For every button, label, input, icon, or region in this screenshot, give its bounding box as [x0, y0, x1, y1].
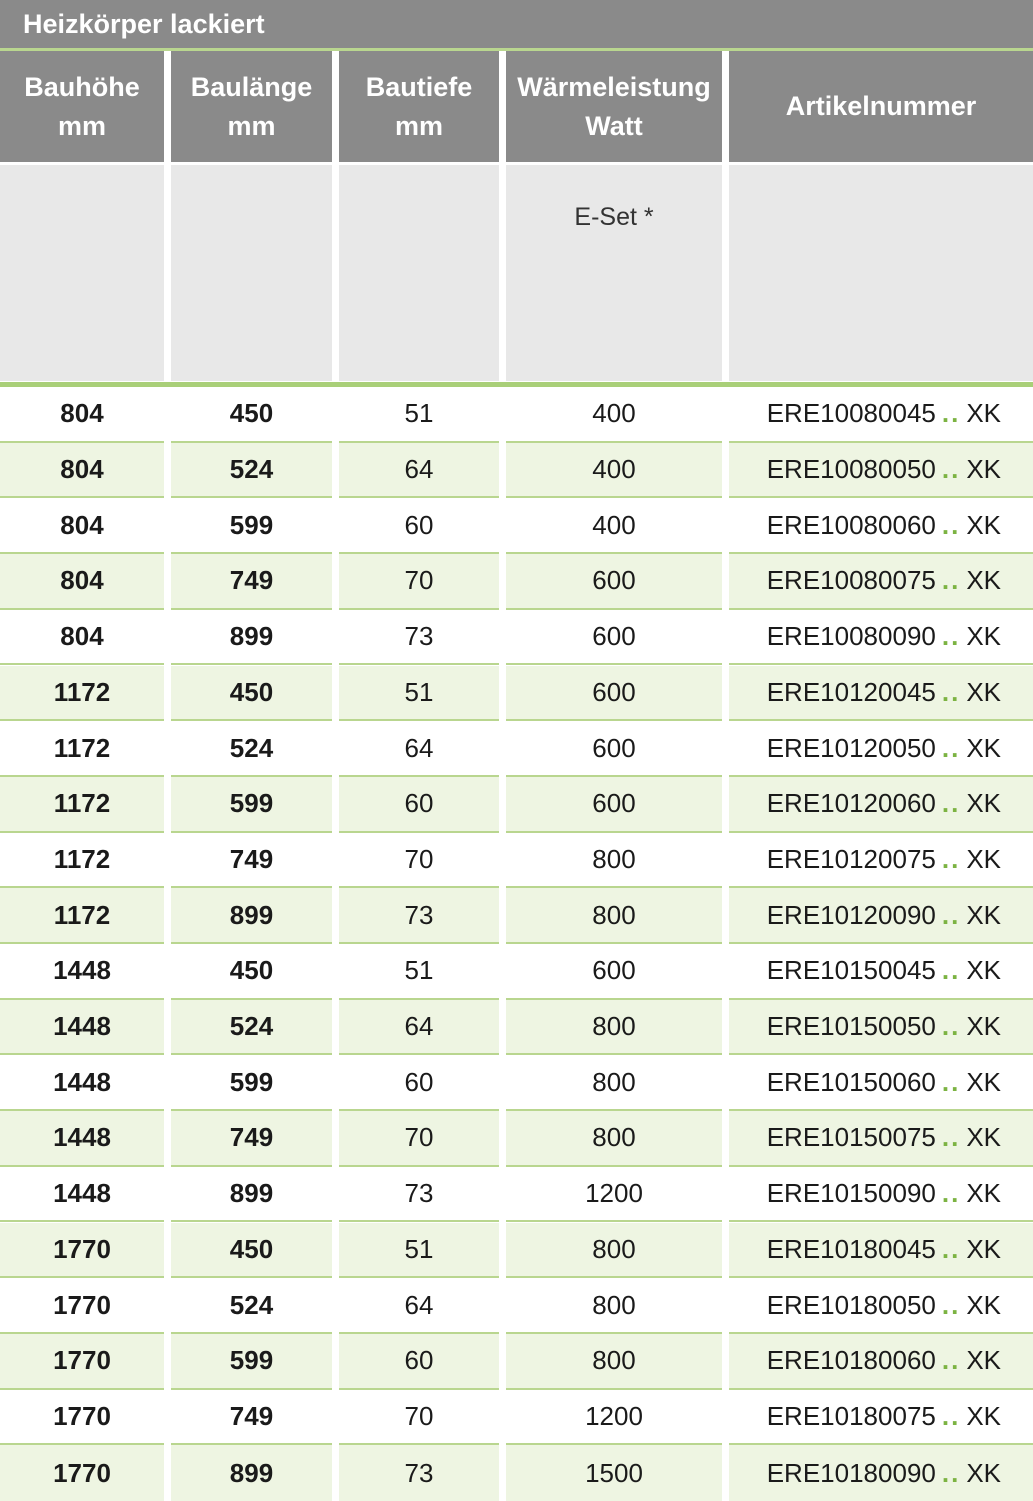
subheader-cell [339, 165, 499, 381]
article-suffix: XK [966, 1178, 1001, 1209]
table-row [0, 833, 1033, 889]
subheader-cell [729, 165, 1033, 381]
cell-baulaenge: 599 [171, 498, 332, 554]
header-bauhoehe-unit: mm [57, 110, 106, 141]
header-waermeleistung [506, 51, 722, 162]
cell-waermeleistung: 600 [506, 610, 722, 666]
article-suffix: XK [966, 1457, 1001, 1488]
article-separator-dots: .. [941, 1011, 961, 1042]
cell-bauhoehe: 1770 [0, 1278, 164, 1334]
cell-waermeleistung: 600 [506, 554, 722, 610]
cell-bauhoehe: 1172 [0, 666, 164, 722]
table-row [0, 1000, 1033, 1056]
cell-bauhoehe: 804 [0, 554, 164, 610]
cell-artikelnummer [729, 1111, 1033, 1167]
cell-waermeleistung: 800 [506, 1000, 722, 1056]
cell-bauhoehe: 1448 [0, 1055, 164, 1111]
cell-artikelnummer [729, 1390, 1033, 1446]
cell-waermeleistung: 800 [506, 1111, 722, 1167]
cell-artikelnummer [729, 610, 1033, 666]
article-separator-dots: .. [941, 1289, 961, 1320]
header-bautiefe-unit: mm [394, 110, 443, 141]
article-suffix: XK [966, 398, 1001, 429]
article-suffix: XK [966, 732, 1001, 763]
cell-bautiefe: 51 [339, 666, 499, 722]
cell-artikelnummer [729, 1000, 1033, 1056]
cell-bautiefe: 64 [339, 1000, 499, 1056]
cell-waermeleistung: 800 [506, 1278, 722, 1334]
article-separator-dots: .. [941, 509, 961, 540]
cell-bauhoehe: 1448 [0, 1167, 164, 1223]
subheader-cell [171, 165, 332, 381]
article-separator-dots: .. [941, 1457, 961, 1488]
article-number: ERE10080050 [766, 454, 936, 485]
article-suffix: XK [966, 1400, 1001, 1431]
table-title: Heizkörper lackiert [0, 0, 1033, 48]
cell-bauhoehe: 804 [0, 498, 164, 554]
cell-bauhoehe: 1172 [0, 721, 164, 777]
cell-bautiefe: 60 [339, 777, 499, 833]
cell-bauhoehe: 804 [0, 610, 164, 666]
cell-waermeleistung: 800 [506, 888, 722, 944]
cell-bautiefe: 73 [339, 888, 499, 944]
article-number: ERE10180075 [766, 1400, 936, 1431]
article-suffix: XK [966, 899, 1001, 930]
cell-baulaenge: 450 [171, 944, 332, 1000]
cell-bauhoehe: 1448 [0, 1111, 164, 1167]
cell-waermeleistung: 400 [506, 387, 722, 443]
cell-bautiefe: 51 [339, 1223, 499, 1279]
article-number: ERE10080045 [766, 398, 936, 429]
article-number: ERE10120090 [766, 899, 936, 930]
cell-waermeleistung: 600 [506, 777, 722, 833]
article-suffix: XK [966, 1289, 1001, 1320]
table-row [0, 498, 1033, 554]
article-separator-dots: .. [941, 899, 961, 930]
table-row [0, 721, 1033, 777]
article-separator-dots: .. [941, 1066, 961, 1097]
cell-artikelnummer [729, 1445, 1033, 1501]
article-number: ERE10180060 [766, 1345, 936, 1376]
cell-bauhoehe: 1770 [0, 1390, 164, 1446]
cell-bautiefe: 73 [339, 610, 499, 666]
header-waermeleistung-unit: Watt [585, 110, 643, 141]
article-suffix: XK [966, 955, 1001, 986]
cell-bauhoehe: 804 [0, 387, 164, 443]
article-separator-dots: .. [941, 621, 961, 652]
cell-bauhoehe: 1770 [0, 1334, 164, 1390]
cell-baulaenge: 599 [171, 777, 332, 833]
article-number: ERE10150060 [766, 1066, 936, 1097]
cell-bautiefe: 70 [339, 1111, 499, 1167]
cell-bauhoehe: 1172 [0, 777, 164, 833]
article-number: ERE10150050 [766, 1011, 936, 1042]
cell-artikelnummer [729, 554, 1033, 610]
article-number: ERE10150075 [766, 1122, 936, 1153]
cell-bautiefe: 73 [339, 1445, 499, 1501]
cell-bauhoehe: 1770 [0, 1223, 164, 1279]
cell-waermeleistung: 800 [506, 833, 722, 889]
article-suffix: XK [966, 788, 1001, 819]
header-bautiefe [339, 51, 499, 162]
article-separator-dots: .. [941, 1122, 961, 1153]
article-suffix: XK [966, 1345, 1001, 1376]
article-separator-dots: .. [941, 676, 961, 707]
cell-waermeleistung: 1500 [506, 1445, 722, 1501]
cell-baulaenge: 899 [171, 610, 332, 666]
cell-bautiefe: 70 [339, 554, 499, 610]
cell-bautiefe: 70 [339, 833, 499, 889]
article-suffix: XK [966, 676, 1001, 707]
cell-baulaenge: 899 [171, 888, 332, 944]
article-suffix: XK [966, 565, 1001, 596]
cell-bautiefe: 51 [339, 387, 499, 443]
table-row [0, 443, 1033, 499]
cell-baulaenge: 749 [171, 833, 332, 889]
cell-artikelnummer [729, 443, 1033, 499]
cell-artikelnummer [729, 777, 1033, 833]
cell-baulaenge: 450 [171, 666, 332, 722]
cell-baulaenge: 749 [171, 1111, 332, 1167]
article-separator-dots: .. [941, 955, 961, 986]
cell-bautiefe: 60 [339, 1055, 499, 1111]
header-bautiefe-label: Bautiefe [365, 71, 473, 102]
cell-waermeleistung: 800 [506, 1334, 722, 1390]
cell-baulaenge: 450 [171, 1223, 332, 1279]
cell-waermeleistung: 1200 [506, 1167, 722, 1223]
cell-baulaenge: 899 [171, 1167, 332, 1223]
subheader-eset [506, 165, 722, 381]
cell-bauhoehe: 1172 [0, 833, 164, 889]
cell-bautiefe: 64 [339, 721, 499, 777]
table-row [0, 1055, 1033, 1111]
article-separator-dots: .. [941, 732, 961, 763]
subheader-cell [0, 165, 164, 381]
article-suffix: XK [966, 454, 1001, 485]
cell-baulaenge: 599 [171, 1334, 332, 1390]
cell-baulaenge: 749 [171, 1390, 332, 1446]
article-number: ERE10120075 [766, 843, 936, 874]
article-separator-dots: .. [941, 1233, 961, 1264]
cell-artikelnummer [729, 1223, 1033, 1279]
header-artikelnummer-label: Artikelnummer [785, 91, 977, 121]
cell-bautiefe: 64 [339, 1278, 499, 1334]
cell-bautiefe: 73 [339, 1167, 499, 1223]
cell-baulaenge: 524 [171, 721, 332, 777]
article-number: ERE10180045 [766, 1233, 936, 1264]
article-separator-dots: .. [941, 788, 961, 819]
article-number: ERE10120060 [766, 788, 936, 819]
cell-baulaenge: 599 [171, 1055, 332, 1111]
table-row [0, 1334, 1033, 1390]
article-number: ERE10080075 [766, 565, 936, 596]
cell-baulaenge: 524 [171, 1278, 332, 1334]
article-separator-dots: .. [941, 398, 961, 429]
table-row [0, 666, 1033, 722]
cell-waermeleistung: 600 [506, 666, 722, 722]
article-suffix: XK [966, 1233, 1001, 1264]
article-number: ERE10150045 [766, 955, 936, 986]
header-bauhoehe [0, 51, 164, 162]
cell-artikelnummer [729, 1167, 1033, 1223]
header-baulaenge-label: Baulänge [190, 71, 313, 102]
table-row [0, 610, 1033, 666]
article-suffix: XK [966, 509, 1001, 540]
cell-waermeleistung: 800 [506, 1223, 722, 1279]
table-row [0, 1111, 1033, 1167]
table-row [0, 1278, 1033, 1334]
table-row [0, 554, 1033, 610]
cell-waermeleistung: 600 [506, 944, 722, 1000]
cell-baulaenge: 524 [171, 443, 332, 499]
cell-artikelnummer [729, 944, 1033, 1000]
article-number: ERE10180090 [766, 1457, 936, 1488]
cell-bautiefe: 64 [339, 443, 499, 499]
header-bauhoehe-label: Bauhöhe [24, 71, 140, 102]
article-separator-dots: .. [941, 843, 961, 874]
cell-bauhoehe: 1770 [0, 1445, 164, 1501]
header-baulaenge-unit: mm [227, 110, 276, 141]
article-suffix: XK [966, 1011, 1001, 1042]
cell-artikelnummer [729, 498, 1033, 554]
article-separator-dots: .. [941, 1178, 961, 1209]
article-number: ERE10180050 [766, 1289, 936, 1320]
cell-artikelnummer [729, 387, 1033, 443]
table-row [0, 1223, 1033, 1279]
cell-bautiefe: 51 [339, 944, 499, 1000]
header-artikelnummer [729, 51, 1033, 162]
article-suffix: XK [966, 621, 1001, 652]
cell-bauhoehe: 1172 [0, 888, 164, 944]
article-number: ERE10080060 [766, 509, 936, 540]
cell-baulaenge: 450 [171, 387, 332, 443]
header-baulaenge [171, 51, 332, 162]
cell-baulaenge: 899 [171, 1445, 332, 1501]
cell-baulaenge: 524 [171, 1000, 332, 1056]
article-separator-dots: .. [941, 565, 961, 596]
cell-waermeleistung: 1200 [506, 1390, 722, 1446]
article-suffix: XK [966, 1066, 1001, 1097]
cell-bauhoehe: 804 [0, 443, 164, 499]
table-row [0, 1390, 1033, 1446]
cell-artikelnummer [729, 1334, 1033, 1390]
article-number: ERE10080090 [766, 621, 936, 652]
cell-artikelnummer [729, 1055, 1033, 1111]
table-row [0, 777, 1033, 833]
cell-artikelnummer [729, 833, 1033, 889]
table-row [0, 888, 1033, 944]
cell-bautiefe: 60 [339, 1334, 499, 1390]
table-row [0, 1445, 1033, 1501]
cell-artikelnummer [729, 666, 1033, 722]
article-number: ERE10150090 [766, 1178, 936, 1209]
cell-artikelnummer [729, 721, 1033, 777]
table-row [0, 387, 1033, 443]
article-suffix: XK [966, 843, 1001, 874]
article-separator-dots: .. [941, 1400, 961, 1431]
cell-waermeleistung: 800 [506, 1055, 722, 1111]
table-row [0, 1167, 1033, 1223]
cell-baulaenge: 749 [171, 554, 332, 610]
article-number: ERE10120045 [766, 676, 936, 707]
eset-label: E-Set * [574, 203, 654, 231]
cell-artikelnummer [729, 1278, 1033, 1334]
cell-artikelnummer [729, 888, 1033, 944]
cell-bautiefe: 70 [339, 1390, 499, 1446]
table-row [0, 944, 1033, 1000]
cell-waermeleistung: 400 [506, 498, 722, 554]
article-suffix: XK [966, 1122, 1001, 1153]
article-number: ERE10120050 [766, 732, 936, 763]
cell-bauhoehe: 1448 [0, 944, 164, 1000]
cell-waermeleistung: 400 [506, 443, 722, 499]
article-separator-dots: .. [941, 454, 961, 485]
cell-waermeleistung: 600 [506, 721, 722, 777]
cell-bauhoehe: 1448 [0, 1000, 164, 1056]
cell-bautiefe: 60 [339, 498, 499, 554]
article-separator-dots: .. [941, 1345, 961, 1376]
header-waermeleistung-label: Wärmeleistung [517, 71, 711, 102]
